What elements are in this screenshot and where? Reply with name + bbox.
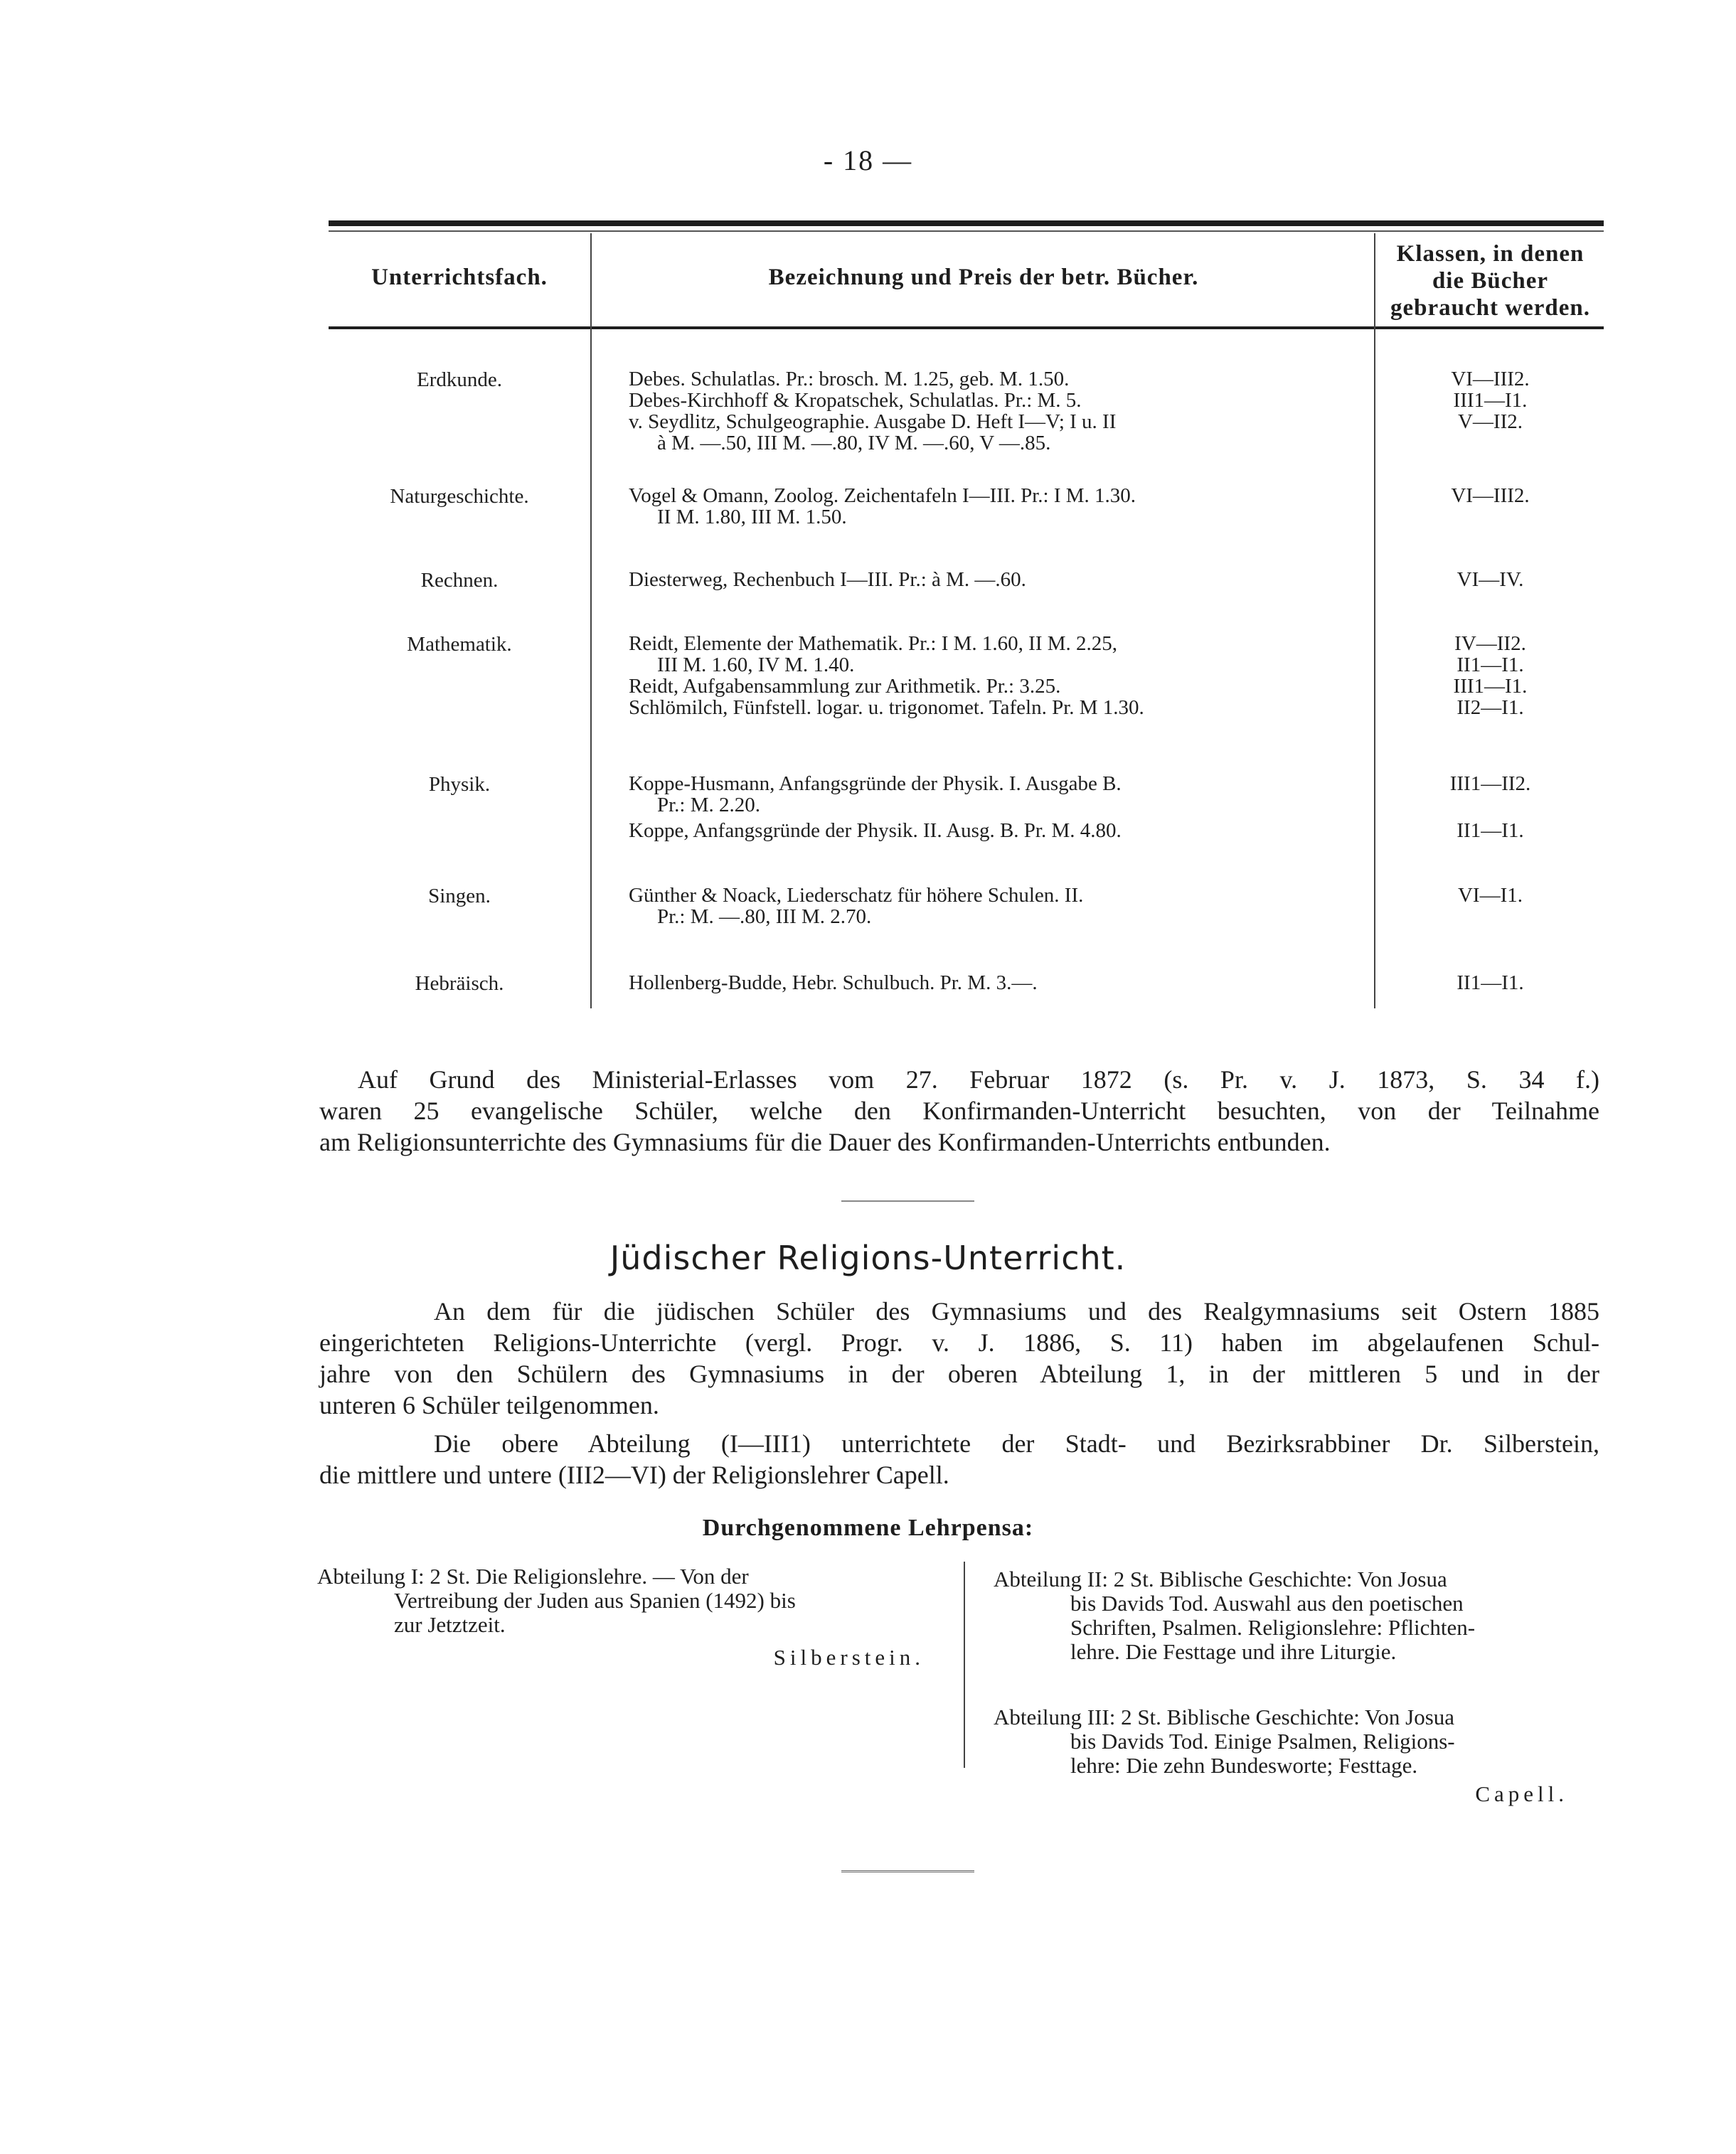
left-column (317, 1564, 922, 1637)
section-separator (841, 1200, 974, 1202)
table-row-books (629, 633, 1368, 718)
header-classes-line: die Bücher (1432, 268, 1549, 294)
table-row-books (629, 569, 1368, 590)
paragraph-line: An dem für die jüdischen Schüler des Gymnasiums und des Realgymnasiums seit Ostern 1885 (434, 1297, 1599, 1326)
note-paragraph-cont (319, 1095, 1599, 1158)
book-line: Debes. Schulatlas. Pr.: brosch. M. 1.25, geb. M. 1.50. (629, 368, 1070, 390)
end-separator (841, 1870, 974, 1872)
header-subject: Unterrichtsfach. (371, 265, 548, 290)
table-column-divider-2 (1374, 233, 1375, 1008)
paragraph-line: die mittlere und untere (III2—VI) der Religionslehrer Capell. (319, 1461, 949, 1489)
table-row-subject: Physik. (428, 773, 491, 796)
curriculum-line: Abteilung I: 2 St. Die Religionslehre. — Von der (317, 1564, 749, 1589)
book-line: III M. 1.60, IV M. 1.40. (657, 654, 855, 676)
note-paragraph (358, 1064, 1599, 1095)
class-range: IV—II2. (1454, 632, 1526, 655)
class-range: III1—I1. (1453, 675, 1528, 698)
paragraph-line: Auf Grund des Ministerial-Erlasses vom 27. Februar 1872 (s. Pr. v. J. 1873, S. 34 f.) (358, 1065, 1599, 1094)
class-range: III1—II2. (1449, 772, 1531, 795)
section-paragraph-1 (319, 1327, 1599, 1421)
table-row-subject: Hebräisch. (415, 972, 504, 995)
paragraph-line: unteren 6 Schüler teilgenommen. (319, 1391, 659, 1419)
header-books: Bezeichnung und Preis der betr. Bücher. (768, 265, 1199, 290)
paragraph-line: waren 25 evangelische Schüler, welche den Konfirmanden-Unterricht besuchten, von der Teilnahme (319, 1097, 1599, 1125)
class-range: V—II2. (1457, 410, 1523, 433)
right-column-block-2 (994, 1705, 1605, 1778)
section-paragraph-2-first-line (434, 1428, 1599, 1459)
curriculum-line: Abteilung III: 2 St. Biblische Geschichte: Von Josua (994, 1705, 1455, 1729)
book-line: Diesterweg, Rechenbuch I—III. Pr.: à M. —.60. (629, 568, 1026, 591)
table-header-rule (329, 326, 1604, 329)
curriculum-line: lehre. Die Festtage und ihre Liturgie. (1070, 1639, 1397, 1664)
table-column-divider-1 (590, 233, 592, 1008)
class-range: VI—IV. (1457, 568, 1524, 591)
curriculum-line: Vertreibung der Juden aus Spanien (1492) bis (394, 1588, 796, 1613)
book-line: Hollenberg-Budde, Hebr. Schulbuch. Pr. M. 3.—. (629, 971, 1038, 994)
signature-left: Silberstein. (773, 1645, 925, 1670)
book-line: Pr.: M. 2.20. (657, 794, 761, 816)
curriculum-line: bis Davids Tod. Einige Psalmen, Religions- (1070, 1729, 1455, 1754)
table-row-classes (1377, 368, 1604, 432)
curriculum-line: bis Davids Tod. Auswahl aus den poetischen (1070, 1591, 1464, 1616)
section-paragraph-2 (319, 1459, 1599, 1491)
header-classes (1377, 240, 1604, 321)
class-range: II1—I1. (1457, 971, 1524, 994)
book-line: Koppe-Husmann, Anfangsgründe der Physik. I. Ausgabe B. (629, 772, 1122, 795)
book-line: Reidt, Aufgabensammlung zur Arithmetik. Pr.: 3.25. (629, 675, 1061, 698)
table-row-books (629, 885, 1368, 927)
book-line: à M. —.50, III M. —.80, IV M. —.60, V —.85. (657, 432, 1051, 454)
table-row-classes (1377, 485, 1604, 506)
curriculum-line: zur Jetztzeit. (394, 1612, 506, 1637)
table-row-subject: Naturgeschichte. (390, 485, 529, 508)
class-range: II2—I1. (1457, 696, 1524, 719)
table-row-books (629, 773, 1368, 841)
curriculum-line: Abteilung II: 2 St. Biblische Geschichte: Von Josua (994, 1567, 1447, 1591)
table-top-rule (329, 220, 1604, 226)
book-line: Koppe, Anfangsgründe der Physik. II. Ausg. B. Pr. M. 4.80. (629, 819, 1122, 842)
paragraph-line: am Religionsunterrichte des Gymnasiums für die Dauer des Konfirmanden-Unterrichts entbunden. (319, 1128, 1331, 1156)
header-classes-line: Klassen, in denen (1396, 241, 1585, 267)
table-row-subject: Singen. (428, 885, 491, 907)
right-column-block-1 (994, 1567, 1605, 1664)
table-row-books (629, 485, 1368, 528)
subheading: Durchgenommene Lehrpensa: (702, 1515, 1034, 1541)
table-row-classes (1377, 569, 1604, 590)
header-classes-line: gebraucht werden. (1390, 295, 1590, 321)
book-line: v. Seydlitz, Schulgeographie. Ausgabe D. Heft I—V; I u. II (629, 410, 1117, 433)
table-row-books (629, 368, 1368, 454)
class-range: VI—I1. (1457, 884, 1523, 907)
curriculum-line: lehre: Die zehn Bundesworte; Festtage. (1070, 1753, 1418, 1778)
page-number: - 18 — (823, 144, 913, 176)
table-row-subject: Rechnen. (420, 569, 499, 592)
class-range: II1—I1. (1457, 819, 1524, 842)
table-row-classes (1377, 773, 1604, 841)
curriculum-line: Schriften, Psalmen. Religionslehre: Pflichten- (1070, 1615, 1476, 1640)
paragraph-line: Die obere Abteilung (I—III1) unterrichtete der Stadt- und Bezirksrabbiner Dr. Silberstein, (434, 1429, 1599, 1458)
table-row-classes (1377, 972, 1604, 993)
class-range: VI—III2. (1451, 484, 1530, 507)
table-row-classes (1377, 633, 1604, 718)
column-divider (964, 1562, 965, 1768)
section-paragraph-first-line (434, 1296, 1599, 1327)
class-range: II1—I1. (1457, 654, 1524, 676)
paragraph-line: eingerichteten Religions-Unterrichte (vergl. Progr. v. J. 1886, S. 11) haben im abgelaufenen Schul- (319, 1328, 1599, 1357)
table-row-classes (1377, 885, 1604, 906)
book-line: Debes-Kirchhoff & Kropatschek, Schulatlas. Pr.: M. 5. (629, 389, 1082, 412)
book-line: Schlömilch, Fünfstell. logar. u. trigonomet. Tafeln. Pr. M 1.30. (629, 696, 1144, 719)
book-line: Reidt, Elemente der Mathematik. Pr.: I M. 1.60, II M. 2.25, (629, 632, 1118, 655)
book-line: II M. 1.80, III M. 1.50. (657, 506, 847, 528)
class-range: VI—III2. (1451, 368, 1530, 390)
book-line: Pr.: M. —.80, III M. 2.70. (657, 905, 872, 928)
table-row-books (629, 972, 1368, 993)
paragraph-line: jahre von den Schülern des Gymnasiums in der oberen Abteilung 1, in der mittleren 5 und in der (319, 1360, 1599, 1388)
table-row-subject: Mathematik. (407, 633, 512, 656)
section-title: Jüdischer Religions-Unterricht. (609, 1239, 1127, 1277)
class-range: III1—I1. (1453, 389, 1528, 412)
table-row-subject: Erdkunde. (417, 368, 502, 391)
book-line: Vogel & Omann, Zoolog. Zeichentafeln I—III. Pr.: I M. 1.30. (629, 484, 1136, 507)
table-top-rule-thin (329, 230, 1604, 232)
book-line: Günther & Noack, Liederschatz für höhere Schulen. II. (629, 884, 1084, 907)
signature-right: Capell. (1475, 1781, 1568, 1806)
